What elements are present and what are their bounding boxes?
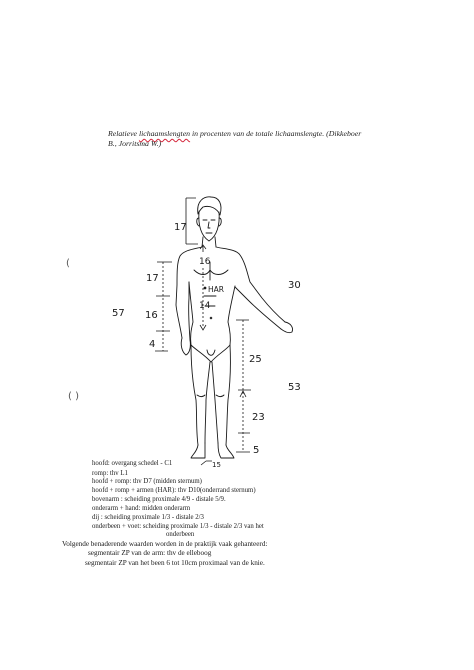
leg-measure-ticks <box>236 320 251 452</box>
list-item: hoofd + romp: thv D7 (midden sternum) <box>92 478 202 485</box>
list-item: bovenarm : scheiding proximale 4/9 - distale 5/9. <box>92 496 226 503</box>
left-foot <box>191 443 205 458</box>
list-item-continuation: onderbeen <box>166 531 195 538</box>
label-trunk-lower: 14 <box>199 301 211 311</box>
right-leg-outer <box>226 345 230 445</box>
figure-labels <box>112 222 301 469</box>
knee-marks <box>197 395 224 397</box>
label-har: HAR <box>208 285 224 294</box>
groin <box>207 350 215 355</box>
label-forearm: 16 <box>145 310 158 321</box>
right-leg-inner <box>212 362 218 443</box>
trunk-arrow-up <box>200 245 206 252</box>
note-item: segmentair ZP van de arm: thv de elleboog <box>88 549 212 557</box>
head-measure-line <box>186 198 198 244</box>
list-item: onderarm + hand: midden onderarm <box>92 505 191 512</box>
head-outline <box>199 212 219 241</box>
nose <box>208 222 210 228</box>
caption-misspelled-word: lichaamslengten <box>138 129 191 138</box>
list-item: hoofd + romp + armen (HAR): thv D10(onderrand sternum) <box>92 487 256 494</box>
right-hand <box>281 322 293 333</box>
foot-length-marker <box>201 461 212 465</box>
left-hand <box>181 338 190 355</box>
label-upper-arm: 17 <box>146 273 159 284</box>
label-foot-length: 15 <box>212 461 221 469</box>
margin-mark-lower: ( ) <box>68 391 79 402</box>
note-item: segmentair ZP van het been 6 tot 10cm proximaal van de knie. <box>85 559 265 567</box>
label-lower-leg: 23 <box>252 412 265 423</box>
left-leg-inner <box>205 362 210 443</box>
margin-mark-upper: ( <box>66 258 70 269</box>
torso-right <box>228 286 235 345</box>
list-item: onderbeen + voet: scheiding proximale 1/3 - distale 2/3 van het <box>92 523 264 530</box>
label-leg-total: 53 <box>288 382 301 393</box>
label-right-upper-total: 30 <box>288 280 301 291</box>
navel <box>210 317 212 319</box>
list-item: dij : scheiding proximale 1/3 - distale 2/3 <box>92 514 204 521</box>
pelvis <box>191 345 230 362</box>
list-item: romp: thv L1 <box>92 470 128 477</box>
hair <box>198 197 221 215</box>
notes-heading: Volgende benaderende waarden worden in de praktijk vaak gehanteerd: <box>62 540 268 548</box>
caption-text-start: Relatieve <box>108 129 139 138</box>
label-trunk-upper: 16 <box>199 257 211 267</box>
label-left-total: 57 <box>112 308 125 319</box>
label-head: 17 <box>174 222 187 233</box>
label-hand: 4 <box>149 339 156 350</box>
right-arm-outer <box>216 247 285 322</box>
har-marker <box>204 287 206 289</box>
list-item: hoofd: overgang schedel - C1 <box>92 460 173 467</box>
figure-caption-line-2: B., Jorritsma W.) <box>108 139 162 148</box>
caption-text-end: in procenten van de totale lichaamslengte. (Dikkeboer <box>190 129 362 138</box>
label-thigh: 25 <box>249 354 262 365</box>
neck <box>202 237 216 247</box>
human-figure <box>176 197 293 458</box>
label-foot: 5 <box>253 445 260 456</box>
